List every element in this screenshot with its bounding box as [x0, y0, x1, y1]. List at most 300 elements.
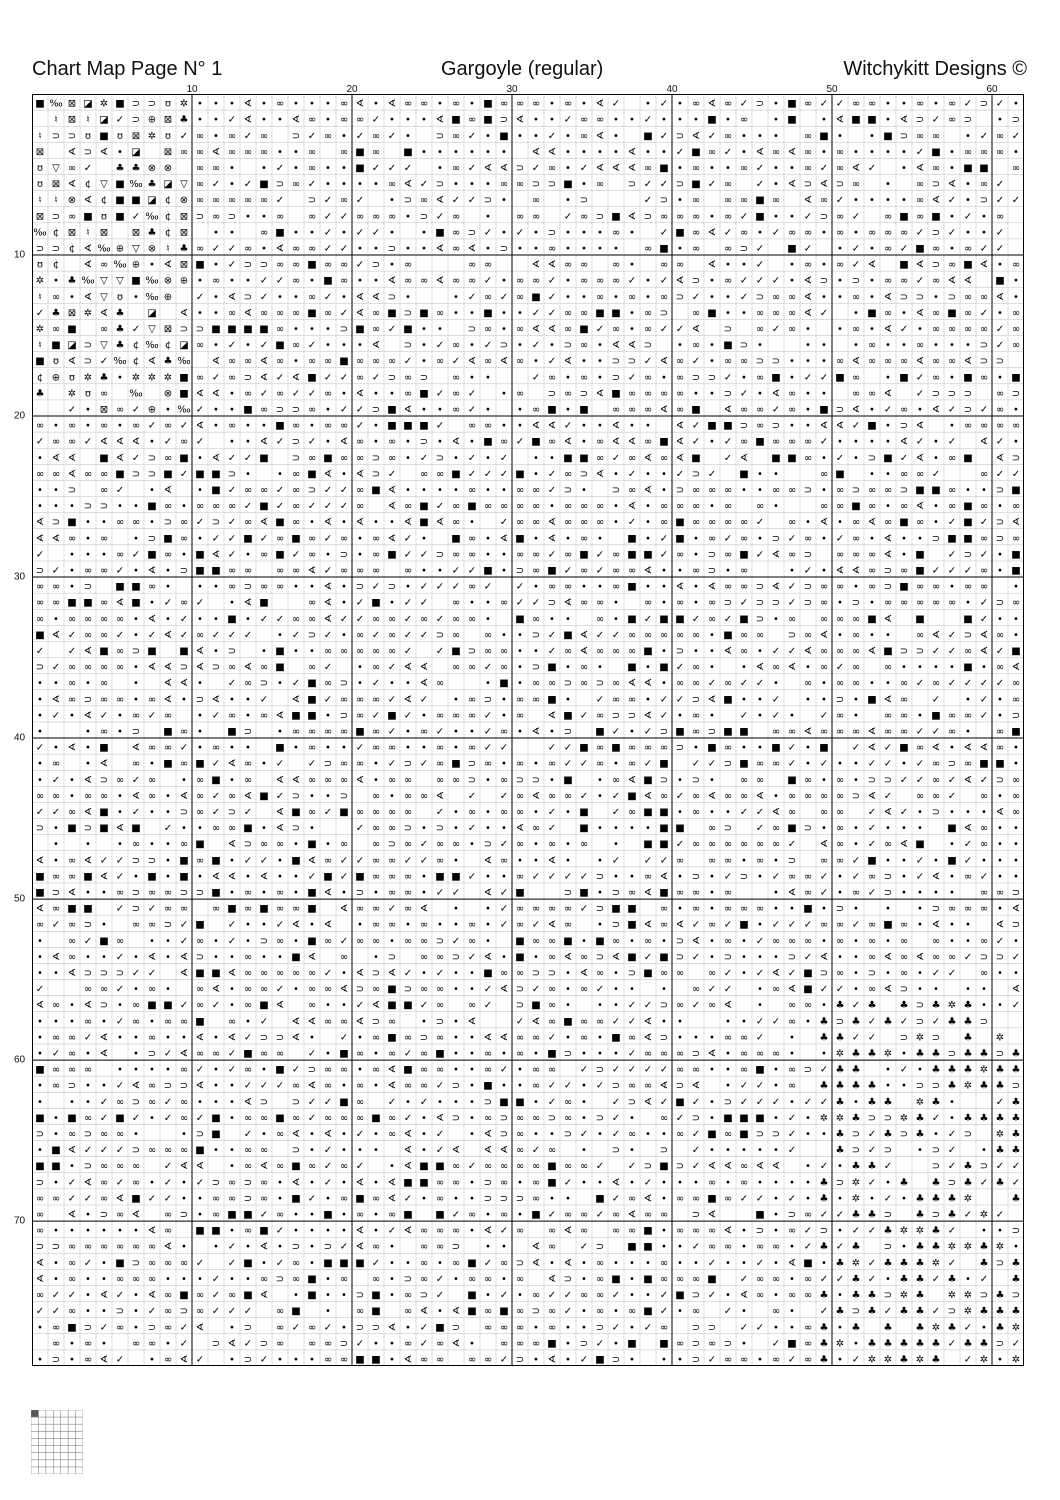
- stitch-symbol: ✓: [1012, 1161, 1020, 1172]
- stitch-symbol: ✓: [756, 1322, 764, 1333]
- stitch-symbol: ✓: [244, 453, 252, 464]
- stitch-symbol: ∢: [484, 855, 492, 866]
- stitch-symbol: ∞: [852, 646, 860, 657]
- stitch-symbol: •: [245, 614, 251, 625]
- stitch-symbol: •: [37, 694, 43, 705]
- stitch-symbol: ∞: [452, 549, 460, 560]
- stitch-symbol: ■: [387, 549, 396, 560]
- stitch-symbol: ⊃: [436, 453, 444, 464]
- stitch-symbol: ◪: [131, 147, 140, 158]
- stitch-symbol: ✓: [724, 614, 732, 625]
- stitch-symbol: ⊃: [180, 1306, 188, 1317]
- stitch-symbol: •: [661, 646, 667, 657]
- stitch-symbol: ⊃: [868, 775, 876, 786]
- stitch-symbol: •: [437, 405, 443, 416]
- stitch-symbol: ✓: [852, 871, 860, 882]
- stitch-symbol: ✓: [372, 710, 380, 721]
- stitch-symbol: ∞: [612, 324, 620, 335]
- stitch-symbol: ⊃: [916, 1016, 924, 1027]
- stitch-symbol: ■: [291, 807, 300, 818]
- stitch-symbol: •: [821, 936, 827, 947]
- stitch-symbol: ∞: [292, 340, 300, 351]
- stitch-symbol: •: [645, 517, 651, 528]
- stitch-symbol: ∞: [868, 952, 876, 963]
- stitch-symbol: ■: [115, 99, 124, 110]
- stitch-symbol: ✓: [388, 1097, 396, 1108]
- stitch-symbol: ✓: [260, 1016, 268, 1027]
- stitch-symbol: •: [165, 839, 171, 850]
- stitch-symbol: ■: [67, 517, 76, 528]
- stitch-symbol: ♣: [868, 1081, 877, 1092]
- stitch-symbol: ∢: [436, 1113, 444, 1124]
- stitch-symbol: •: [293, 324, 299, 335]
- stitch-symbol: ■: [83, 598, 92, 609]
- stitch-symbol: ⊃: [692, 1049, 700, 1060]
- stitch-symbol: •: [261, 920, 267, 931]
- stitch-symbol: ∞: [564, 549, 572, 560]
- stitch-symbol: ■: [659, 163, 668, 174]
- stitch-symbol: •: [85, 1097, 91, 1108]
- stitch-symbol: ✓: [260, 533, 268, 544]
- stitch-symbol: •: [581, 485, 587, 496]
- stitch-symbol: ∞: [436, 1242, 444, 1253]
- stitch-symbol: ∢: [116, 598, 124, 609]
- stitch-symbol: ∞: [308, 115, 316, 126]
- stitch-symbol: ∞: [340, 839, 348, 850]
- stitch-symbol: ∞: [948, 324, 956, 335]
- stitch-symbol: •: [405, 485, 411, 496]
- stitch-symbol: ∞: [244, 888, 252, 899]
- stitch-symbol: ✓: [500, 904, 508, 915]
- stitch-symbol: ⊃: [964, 630, 972, 641]
- stitch-symbol: ⊃: [692, 694, 700, 705]
- stitch-symbol: ✓: [596, 1338, 604, 1349]
- stitch-symbol: ⊃: [772, 1129, 780, 1140]
- stitch-symbol: ∞: [372, 646, 380, 657]
- stitch-symbol: ∢: [68, 968, 76, 979]
- stitch-symbol: ∞: [148, 743, 156, 754]
- stitch-symbol: •: [565, 807, 571, 818]
- stitch-symbol: ■: [563, 710, 572, 721]
- stitch-symbol: •: [117, 807, 123, 818]
- stitch-symbol: •: [405, 1322, 411, 1333]
- stitch-symbol: •: [293, 888, 299, 899]
- stitch-symbol: ∞: [612, 566, 620, 577]
- stitch-symbol: ✓: [260, 388, 268, 399]
- stitch-symbol: ∞: [468, 1355, 476, 1366]
- stitch-symbol: ■: [243, 324, 252, 335]
- stitch-symbol: ∞: [1012, 694, 1020, 705]
- stitch-symbol: ⊃: [996, 1049, 1004, 1060]
- stitch-symbol: ∞: [548, 1016, 556, 1027]
- stitch-symbol: ✓: [452, 582, 460, 593]
- stitch-symbol: •: [821, 1049, 827, 1060]
- stitch-symbol: ∞: [900, 710, 908, 721]
- stitch-symbol: ⊃: [804, 549, 812, 560]
- stitch-symbol: •: [373, 421, 379, 432]
- stitch-symbol: •: [229, 1161, 235, 1172]
- stitch-symbol: ⊃: [900, 1129, 908, 1140]
- stitch-symbol: ∞: [308, 614, 316, 625]
- stitch-symbol: ♣: [820, 1177, 829, 1188]
- stitch-symbol: ∞: [500, 1161, 508, 1172]
- stitch-symbol: ⊃: [372, 1016, 380, 1027]
- stitch-symbol: ∢: [500, 984, 508, 995]
- stitch-symbol: •: [565, 292, 571, 303]
- stitch-symbol: ∞: [740, 1177, 748, 1188]
- stitch-symbol: •: [709, 646, 715, 657]
- stitch-symbol: •: [725, 292, 731, 303]
- stitch-symbol: ✓: [868, 1032, 876, 1043]
- stitch-symbol: ✓: [772, 1016, 780, 1027]
- stitch-symbol: ✓: [260, 340, 268, 351]
- stitch-symbol: •: [453, 292, 459, 303]
- stitch-symbol: ■: [35, 356, 44, 367]
- stitch-symbol: ∞: [900, 566, 908, 577]
- stitch-symbol: ⊃: [900, 984, 908, 995]
- stitch-symbol: ∞: [628, 888, 636, 899]
- stitch-symbol: •: [965, 485, 971, 496]
- stitch-symbol: ✓: [436, 1145, 444, 1156]
- stitch-symbol: ∞: [948, 260, 956, 271]
- stitch-symbol: ✓: [228, 1258, 236, 1269]
- stitch-symbol: ■: [83, 211, 92, 222]
- stitch-symbol: ■: [35, 99, 44, 110]
- stitch-symbol: •: [821, 694, 827, 705]
- stitch-symbol: ∢: [532, 1258, 540, 1269]
- stitch-symbol: ■: [307, 260, 316, 271]
- stitch-symbol: ✓: [964, 566, 972, 577]
- stitch-symbol: ∞: [996, 405, 1004, 416]
- stitch-symbol: •: [725, 1177, 731, 1188]
- stitch-symbol: •: [757, 485, 763, 496]
- stitch-symbol: •: [69, 1000, 75, 1011]
- stitch-symbol: ✓: [452, 888, 460, 899]
- stitch-symbol: ∞: [884, 227, 892, 238]
- stitch-symbol: •: [917, 807, 923, 818]
- stitch-symbol: ✓: [436, 1129, 444, 1140]
- stitch-symbol: ∞: [244, 485, 252, 496]
- stitch-symbol: ∞: [788, 1290, 796, 1301]
- stitch-symbol: ∞: [260, 710, 268, 721]
- stitch-symbol: ✓: [436, 727, 444, 738]
- stitch-symbol: ∞: [788, 517, 796, 528]
- stitch-symbol: ∢: [388, 533, 396, 544]
- stitch-symbol: ∞: [996, 147, 1004, 158]
- stitch-symbol: ∢: [548, 533, 556, 544]
- stitch-symbol: ∢: [84, 807, 92, 818]
- stitch-symbol: ∢: [228, 968, 236, 979]
- stitch-symbol: ✓: [916, 372, 924, 383]
- stitch-symbol: •: [213, 646, 219, 657]
- stitch-symbol: ■: [115, 179, 124, 190]
- stitch-symbol: •: [213, 1081, 219, 1092]
- stitch-symbol: ■: [323, 1258, 332, 1269]
- stitch-symbol: ✓: [948, 1129, 956, 1140]
- stitch-symbol: ♣: [996, 1081, 1005, 1092]
- stitch-symbol: •: [965, 598, 971, 609]
- stitch-symbol: •: [405, 727, 411, 738]
- stitch-symbol: ✓: [724, 533, 732, 544]
- stitch-symbol: ∞: [468, 485, 476, 496]
- stitch-symbol: ■: [627, 662, 636, 673]
- stitch-symbol: ∞: [292, 1113, 300, 1124]
- stitch-symbol: •: [773, 501, 779, 512]
- stitch-symbol: ⊃: [516, 984, 524, 995]
- stitch-symbol: ✓: [756, 968, 764, 979]
- stitch-symbol: ■: [499, 678, 508, 689]
- stitch-symbol: •: [421, 115, 427, 126]
- stitch-symbol: •: [341, 630, 347, 641]
- stitch-symbol: ✓: [52, 1306, 60, 1317]
- stitch-symbol: ✓: [244, 1306, 252, 1317]
- stitch-symbol: ∞: [260, 131, 268, 142]
- stitch-symbol: ‰: [33, 227, 46, 238]
- stitch-symbol: •: [485, 936, 491, 947]
- stitch-symbol: ∞: [692, 807, 700, 818]
- stitch-symbol: ✓: [500, 920, 508, 931]
- stitch-symbol: ∞: [836, 775, 844, 786]
- stitch-symbol: ⊃: [692, 469, 700, 480]
- stitch-symbol: ⊃: [724, 759, 732, 770]
- stitch-symbol: ♣: [884, 1129, 893, 1140]
- stitch-symbol: ∢: [84, 195, 92, 206]
- stitch-symbol: •: [373, 888, 379, 899]
- stitch-symbol: ∢: [692, 324, 700, 335]
- stitch-symbol: ♣: [852, 1016, 861, 1027]
- stitch-symbol: •: [981, 1322, 987, 1333]
- stitch-symbol: ✓: [404, 855, 412, 866]
- stitch-symbol: •: [469, 1081, 475, 1092]
- stitch-symbol: ⊃: [532, 179, 540, 190]
- stitch-symbol: •: [229, 437, 235, 448]
- stitch-symbol: ■: [179, 646, 188, 657]
- stitch-symbol: •: [261, 99, 267, 110]
- stitch-symbol: ∞: [932, 276, 940, 287]
- stitch-symbol: •: [565, 1032, 571, 1043]
- stitch-symbol: ✓: [420, 759, 428, 770]
- stitch-symbol: ∞: [788, 308, 796, 319]
- stitch-symbol: ∞: [836, 227, 844, 238]
- stitch-symbol: ♣: [884, 1258, 893, 1269]
- stitch-symbol: ∞: [916, 340, 924, 351]
- stitch-symbol: •: [53, 1177, 59, 1188]
- stitch-symbol: ∞: [884, 211, 892, 222]
- stitch-symbol: ♣: [996, 1145, 1005, 1156]
- stitch-symbol: ✓: [916, 276, 924, 287]
- stitch-symbol: ✓: [388, 163, 396, 174]
- stitch-symbol: ∞: [580, 566, 588, 577]
- stitch-symbol: ∞: [516, 1049, 524, 1060]
- stitch-symbol: ∞: [516, 1338, 524, 1349]
- stitch-symbol: ✓: [180, 936, 188, 947]
- stitch-symbol: •: [853, 904, 859, 915]
- stitch-symbol: ∞: [500, 1177, 508, 1188]
- stitch-symbol: ✓: [356, 195, 364, 206]
- stitch-symbol: ∢: [484, 1032, 492, 1043]
- stitch-symbol: •: [709, 871, 715, 882]
- stitch-symbol: •: [677, 340, 683, 351]
- stitch-symbol: ♣: [1012, 1306, 1021, 1317]
- stitch-symbol: •: [277, 1177, 283, 1188]
- stitch-symbol: ∞: [628, 1032, 636, 1043]
- stitch-symbol: ■: [691, 147, 700, 158]
- stitch-symbol: ∞: [52, 469, 60, 480]
- stitch-symbol: ⊃: [772, 356, 780, 367]
- stitch-symbol: •: [661, 598, 667, 609]
- stitch-symbol: ✓: [596, 566, 604, 577]
- stitch-symbol: ∢: [884, 807, 892, 818]
- stitch-symbol: ∞: [308, 549, 316, 560]
- stitch-symbol: ⊃: [596, 1322, 604, 1333]
- stitch-symbol: ■: [675, 227, 684, 238]
- stitch-symbol: ♣: [868, 1210, 877, 1221]
- stitch-symbol: ⊃: [612, 710, 620, 721]
- stitch-symbol: ∞: [900, 968, 908, 979]
- stitch-symbol: ✓: [756, 807, 764, 818]
- stitch-symbol: ⊃: [212, 1338, 220, 1349]
- stitch-symbol: •: [837, 952, 843, 963]
- stitch-symbol: •: [133, 1049, 139, 1060]
- stitch-symbol: •: [197, 533, 203, 544]
- stitch-symbol: ∞: [356, 485, 364, 496]
- stitch-symbol: ■: [579, 823, 588, 834]
- stitch-symbol: ∞: [340, 453, 348, 464]
- stitch-symbol: ✓: [452, 356, 460, 367]
- stitch-symbol: •: [629, 260, 635, 271]
- stitch-symbol: ✓: [868, 1016, 876, 1027]
- stitch-symbol: ∞: [68, 211, 76, 222]
- stitch-symbol: ∢: [820, 630, 828, 641]
- stitch-symbol: ∞: [36, 791, 44, 802]
- stitch-symbol: •: [309, 1145, 315, 1156]
- stitch-symbol: ✓: [484, 710, 492, 721]
- stitch-symbol: ∞: [820, 195, 828, 206]
- stitch-symbol: ■: [115, 211, 124, 222]
- stitch-symbol: ✓: [740, 388, 748, 399]
- stitch-symbol: ∢: [500, 1032, 508, 1043]
- stitch-symbol: ⊃: [484, 195, 492, 206]
- stitch-symbol: ■: [243, 823, 252, 834]
- stitch-symbol: ✓: [788, 598, 796, 609]
- stitch-symbol: ∞: [740, 630, 748, 641]
- stitch-symbol: •: [229, 99, 235, 110]
- stitch-symbol: ⊃: [260, 1097, 268, 1108]
- stitch-symbol: ⊃: [452, 952, 460, 963]
- stitch-symbol: ✓: [292, 678, 300, 689]
- stitch-symbol: ✓: [484, 227, 492, 238]
- stitch-symbol: ✓: [900, 1016, 908, 1027]
- stitch-symbol: ∞: [980, 968, 988, 979]
- stitch-symbol: •: [757, 920, 763, 931]
- stitch-symbol: •: [197, 1193, 203, 1204]
- stitch-symbol: •: [693, 115, 699, 126]
- stitch-symbol: ✓: [932, 727, 940, 738]
- stitch-symbol: •: [949, 163, 955, 174]
- stitch-symbol: ✓: [596, 549, 604, 560]
- stitch-symbol: ∞: [628, 453, 636, 464]
- stitch-symbol: ✓: [1012, 1177, 1020, 1188]
- stitch-symbol: •: [341, 179, 347, 190]
- stitch-symbol: •: [869, 195, 875, 206]
- stitch-symbol: ♣: [820, 1338, 829, 1349]
- stitch-symbol: ∞: [836, 920, 844, 931]
- stitch-symbol: •: [709, 340, 715, 351]
- stitch-symbol: •: [773, 1065, 779, 1076]
- stitch-symbol: ⊃: [116, 1306, 124, 1317]
- stitch-symbol: ✓: [676, 694, 684, 705]
- stitch-symbol: ∞: [388, 1049, 396, 1060]
- stitch-symbol: ■: [739, 759, 748, 770]
- stitch-symbol: ♮: [38, 131, 42, 142]
- stitch-symbol: ∞: [276, 356, 284, 367]
- stitch-symbol: ∞: [820, 598, 828, 609]
- stitch-symbol: ✓: [660, 131, 668, 142]
- stitch-symbol: ✓: [996, 678, 1004, 689]
- column-number: 30: [506, 84, 517, 95]
- stitch-symbol: ✓: [948, 566, 956, 577]
- stitch-symbol: •: [293, 1355, 299, 1366]
- stitch-symbol: ✓: [340, 501, 348, 512]
- stitch-symbol: ⊃: [836, 1177, 844, 1188]
- stitch-symbol: ¢: [165, 227, 171, 238]
- stitch-symbol: ⊃: [404, 984, 412, 995]
- stitch-symbol: ◪: [99, 115, 108, 126]
- stitch-symbol: ∢: [580, 968, 588, 979]
- stitch-symbol: ∢: [292, 1177, 300, 1188]
- stitch-symbol: ✓: [612, 99, 620, 110]
- stitch-symbol: ⊃: [804, 582, 812, 593]
- stitch-symbol: ∢: [900, 115, 908, 126]
- stitch-symbol: ∞: [308, 163, 316, 174]
- stitch-symbol: ∞: [324, 678, 332, 689]
- stitch-symbol: ∞: [404, 1290, 412, 1301]
- stitch-symbol: ⊃: [884, 775, 892, 786]
- stitch-symbol: •: [421, 871, 427, 882]
- stitch-symbol: ∞: [628, 1306, 636, 1317]
- stitch-symbol: •: [197, 743, 203, 754]
- stitch-symbol: ✓: [228, 533, 236, 544]
- stitch-symbol: ♣: [948, 1081, 957, 1092]
- stitch-symbol: ∞: [196, 1000, 204, 1011]
- stitch-symbol: •: [629, 1113, 635, 1124]
- stitch-symbol: ■: [275, 743, 284, 754]
- stitch-symbol: ✓: [948, 517, 956, 528]
- stitch-symbol: •: [197, 1097, 203, 1108]
- stitch-symbol: ♣: [932, 1338, 941, 1349]
- stitch-symbol: •: [773, 1226, 779, 1237]
- stitch-symbol: •: [565, 227, 571, 238]
- stitch-symbol: •: [933, 501, 939, 512]
- stitch-symbol: •: [437, 163, 443, 174]
- stitch-symbol: ∞: [756, 775, 764, 786]
- stitch-symbol: •: [309, 324, 315, 335]
- stitch-symbol: ✓: [644, 759, 652, 770]
- stitch-symbol: ✓: [756, 549, 764, 560]
- stitch-symbol: ✓: [756, 1258, 764, 1269]
- stitch-symbol: ✓: [404, 598, 412, 609]
- stitch-symbol: •: [101, 1306, 107, 1317]
- stitch-symbol: ∞: [52, 759, 60, 770]
- stitch-symbol: ✓: [724, 984, 732, 995]
- stitch-symbol: ∞: [820, 646, 828, 657]
- stitch-symbol: •: [709, 888, 715, 899]
- stitch-symbol: ∞: [260, 195, 268, 206]
- stitch-symbol: ■: [787, 823, 796, 834]
- stitch-symbol: •: [613, 147, 619, 158]
- stitch-symbol: ∞: [372, 855, 380, 866]
- stitch-symbol: ∢: [420, 678, 428, 689]
